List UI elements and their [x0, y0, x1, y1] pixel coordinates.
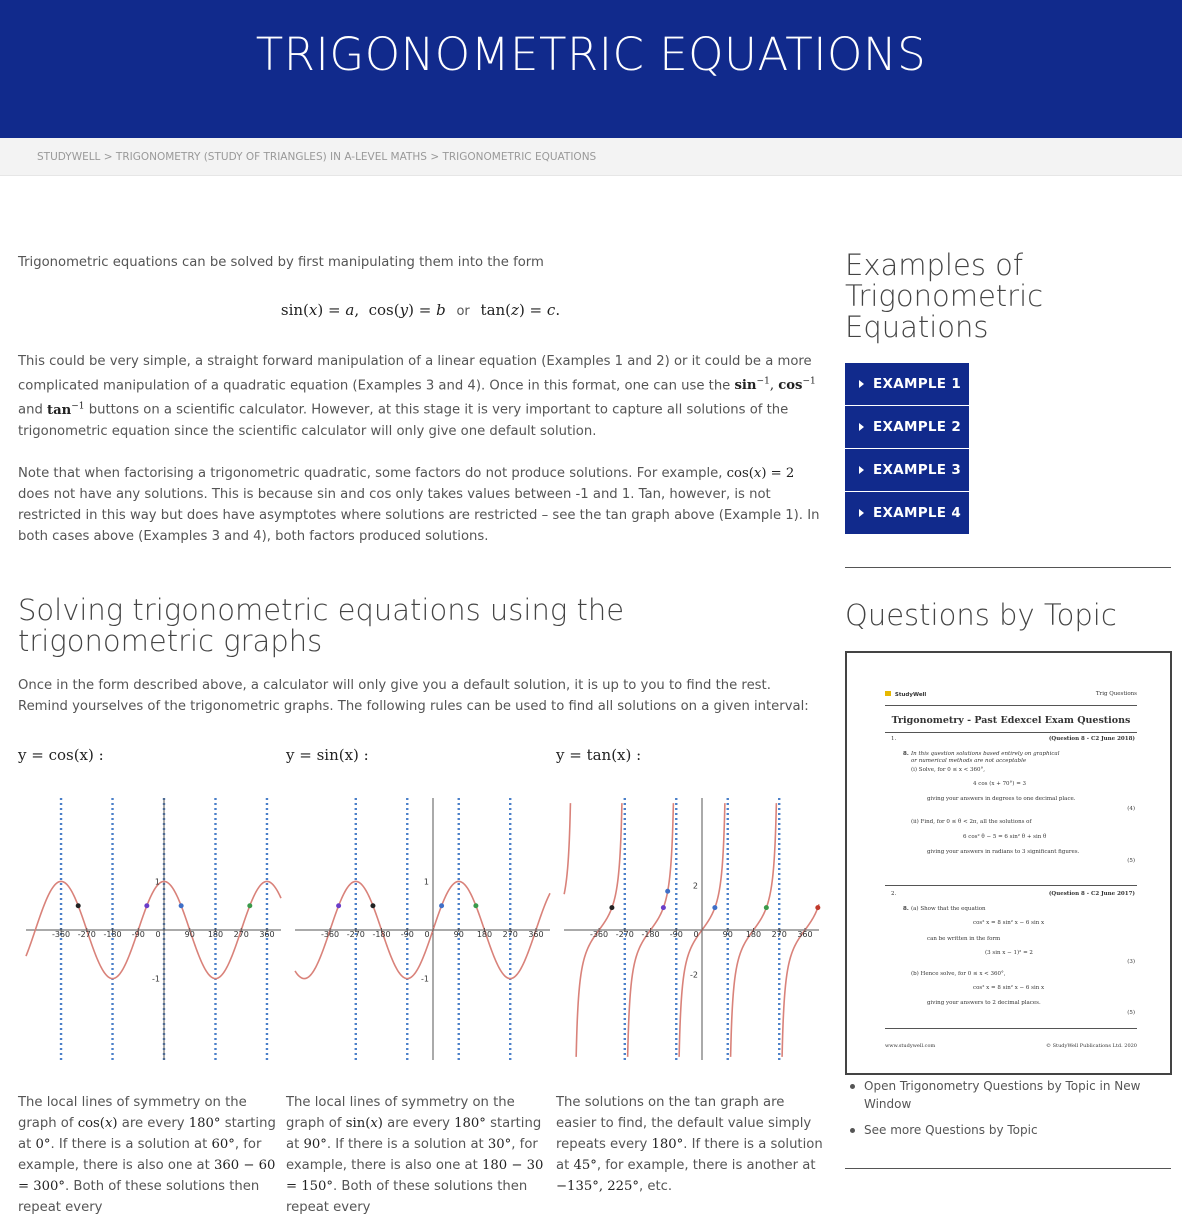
y-tick-label: 2: [692, 881, 698, 891]
cos-graph-label: y = cos(x) :: [18, 746, 104, 764]
x-tick-label: 180: [207, 930, 224, 939]
breadcrumb-home[interactable]: STUDYWELL: [37, 151, 101, 163]
x-tick-label: 90: [453, 930, 464, 939]
solution-point: [179, 903, 184, 908]
example-1-button[interactable]: EXAMPLE 1: [845, 363, 969, 405]
x-tick-label: -90: [400, 930, 414, 939]
x-tick-label: -180: [372, 930, 391, 939]
tan-explanation: The solutions on the tan graph are easier to find, the default value simply repeats every 180°. If there is a solution at 45°, for example, there is another at −135°, 225°, etc.: [556, 1095, 823, 1194]
solution-point: [439, 903, 444, 908]
intro-paragraph-3: Note that when factorising a trigonometric quadratic, some factors do not produce solutions. For example, cos(x) = 2 does not have any solutions. This is because sin and cos only takes values between -1 and 1. Tan, however, is not restricted in this way but does have asymptotes where solutions are restricted – see the tan graph above (Example 1). In both cases above (Examples 3 and 4), both factors produced solutions.: [18, 466, 820, 544]
page-header: [0, 0, 1182, 138]
x-tick-label: -360: [51, 930, 71, 939]
more-questions-link[interactable]: See more Questions by Topic: [848, 1121, 1182, 1139]
cos-graph: [26, 798, 281, 1060]
solution-point: [712, 905, 717, 910]
questions-document: StudyWell Trig Questions Trigonometry - Past Edexcel Exam Questions 1. (Question 8 - C2 June 2018) 8. In this question solutions based entirely on graphical or numerical methods are not acceptable (i) Solve, for 0 ≤ x < 360°, 4 cos (x + 70°) = 3 giving your answers in degrees to one decimal place. (4) (ii) Find, for 0 ≤ θ < 2π, all the solutions of 6 cos² θ − 5 = 6 sin² θ + sin θ giving your answers in radians to 3 significant figures. (5) 2. (Question 8 - C2 June 2017) 8. (a) Show that the equation cos² x = 8 sin² x − 6 sin x can be written in the form (3 sin x − 1)² = 2 (3) (b) Hence solve, for 0 ≤ x < 360°, cos² x = 8 sin² x − 6 sin x giving your answers to 2 decimal places. (5) www.studywell.com © StudyWell Publications Ltd. 2020: [885, 691, 1137, 1049]
breadcrumb-current: TRIGONOMETRIC EQUATIONS: [442, 151, 597, 163]
y-tick-label: 1: [154, 877, 160, 887]
questions-links: [848, 1077, 1182, 1147]
solution-point: [247, 903, 252, 908]
x-tick-label: -180: [103, 930, 122, 939]
intro-paragraph-2: This could be very simple, a straight forward manipulation of a linear equation (Examples 1 and 2) or it could be a more complicated manipulation of a quadratic equation (Examples 3 and 4). Once in this format, one can use the $\sin^{-1}$, $\cos^{-1}$ and $\tan^{-1}$ buttons on a scientific calculator. However, at this stage it is very important to capture all solutions of the trigonometric equation since the scientific calculator will only give one default solution.: [18, 354, 816, 439]
form-equation: sin(x) = a, cos(y) = b or tan(z) = c.: [280, 301, 561, 319]
x-tick-label: 0: [693, 930, 699, 939]
section-intro: Once in the form described above, a calculator will only give you a default solution, it is up to you to find the rest. Remind yourselves of the trigonometric graphs. The following rules can be used to find all solutions on a given interval:: [18, 678, 809, 714]
solution-point: [665, 889, 670, 894]
solution-point: [144, 903, 149, 908]
solution-point: [815, 905, 820, 910]
solution-point: [609, 905, 614, 910]
x-tick-label: 90: [184, 930, 195, 939]
doc-title: Trigonometry - Past Edexcel Exam Questions: [891, 715, 1131, 726]
x-tick-label: 0: [424, 930, 430, 939]
x-tick-label: 270: [502, 930, 518, 939]
x-tick-label: 360: [528, 930, 544, 939]
x-tick-label: -270: [346, 930, 365, 939]
breadcrumb: [37, 151, 596, 163]
studywell-logo-icon: [885, 691, 891, 696]
x-tick-label: 90: [722, 930, 733, 939]
example-4-button[interactable]: EXAMPLE 4: [845, 492, 969, 534]
solution-point: [661, 905, 666, 910]
questions-preview[interactable]: [845, 651, 1172, 1075]
solution-point: [76, 903, 81, 908]
sidebar-divider: [845, 567, 1171, 568]
curve-branch: [564, 803, 570, 894]
solution-point: [764, 905, 769, 910]
x-tick-label: 180: [476, 930, 493, 939]
x-tick-label: -90: [131, 930, 145, 939]
breadcrumb-separator: >: [103, 151, 113, 163]
sin-explanation: The local lines of symmetry on the graph of sin(x) are every 180° starting at 90°. If there is a solution at 30°, for example, there is also one at 180 − 30 = 150°. Both of these solutions then repeat every: [286, 1095, 544, 1215]
x-tick-label: 0: [155, 930, 161, 939]
x-tick-label: -270: [615, 930, 634, 939]
x-tick-label: 360: [259, 930, 275, 939]
example-3-button[interactable]: EXAMPLE 3: [845, 449, 969, 491]
curve-branch: [782, 904, 819, 1057]
x-tick-label: -90: [669, 930, 683, 939]
solution-point: [370, 903, 375, 908]
section-heading: Solving trigonometric equations using the trigonometric graphs: [18, 593, 625, 658]
examples-heading: Examples of Trigonometric Equations: [845, 248, 1044, 344]
y-tick-label: 1: [423, 877, 429, 887]
x-tick-label: 270: [233, 930, 249, 939]
tan-graph: [564, 798, 819, 1060]
open-questions-link[interactable]: Open Trigonometry Questions by Topic in New Window: [848, 1077, 1182, 1113]
solution-point: [336, 903, 341, 908]
breadcrumb-separator: >: [430, 151, 440, 163]
sidebar-divider-bottom: [845, 1168, 1171, 1169]
example-2-button[interactable]: EXAMPLE 2: [845, 406, 969, 448]
solution-point: [473, 903, 478, 908]
y-tick-label: -1: [152, 974, 160, 984]
y-tick-label: -1: [421, 974, 429, 984]
tan-graph-label: y = tan(x) :: [556, 746, 642, 764]
x-tick-label: 270: [771, 930, 787, 939]
x-tick-label: 180: [745, 930, 762, 939]
x-tick-label: -180: [641, 930, 660, 939]
breadcrumb-trigonometry[interactable]: TRIGONOMETRY (STUDY OF TRIANGLES) IN A-LEVEL MATHS: [115, 151, 427, 163]
cos-explanation: The local lines of symmetry on the graph of cos(x) are every 180° starting at 0°. If there is a solution at 60°, for example, there is also one at 360 − 60 = 300°. Both of these solutions then repeat every: [18, 1095, 276, 1215]
questions-heading: Questions by Topic: [845, 598, 1117, 632]
sidebar: [845, 248, 1171, 632]
x-tick-label: -360: [589, 930, 609, 939]
x-tick-label: -270: [77, 930, 96, 939]
x-tick-label: -360: [320, 930, 340, 939]
y-tick-label: -2: [690, 970, 698, 980]
sin-graph: [295, 798, 550, 1060]
breadcrumb-bar: [0, 138, 1182, 176]
sin-graph-label: y = sin(x) :: [286, 746, 369, 764]
intro-line: Trigonometric equations can be solved by first manipulating them into the form: [18, 255, 544, 270]
x-tick-label: 360: [797, 930, 813, 939]
page-title: TRIGONOMETRIC EQUATIONS: [255, 28, 927, 81]
examples-list: [845, 363, 1171, 534]
